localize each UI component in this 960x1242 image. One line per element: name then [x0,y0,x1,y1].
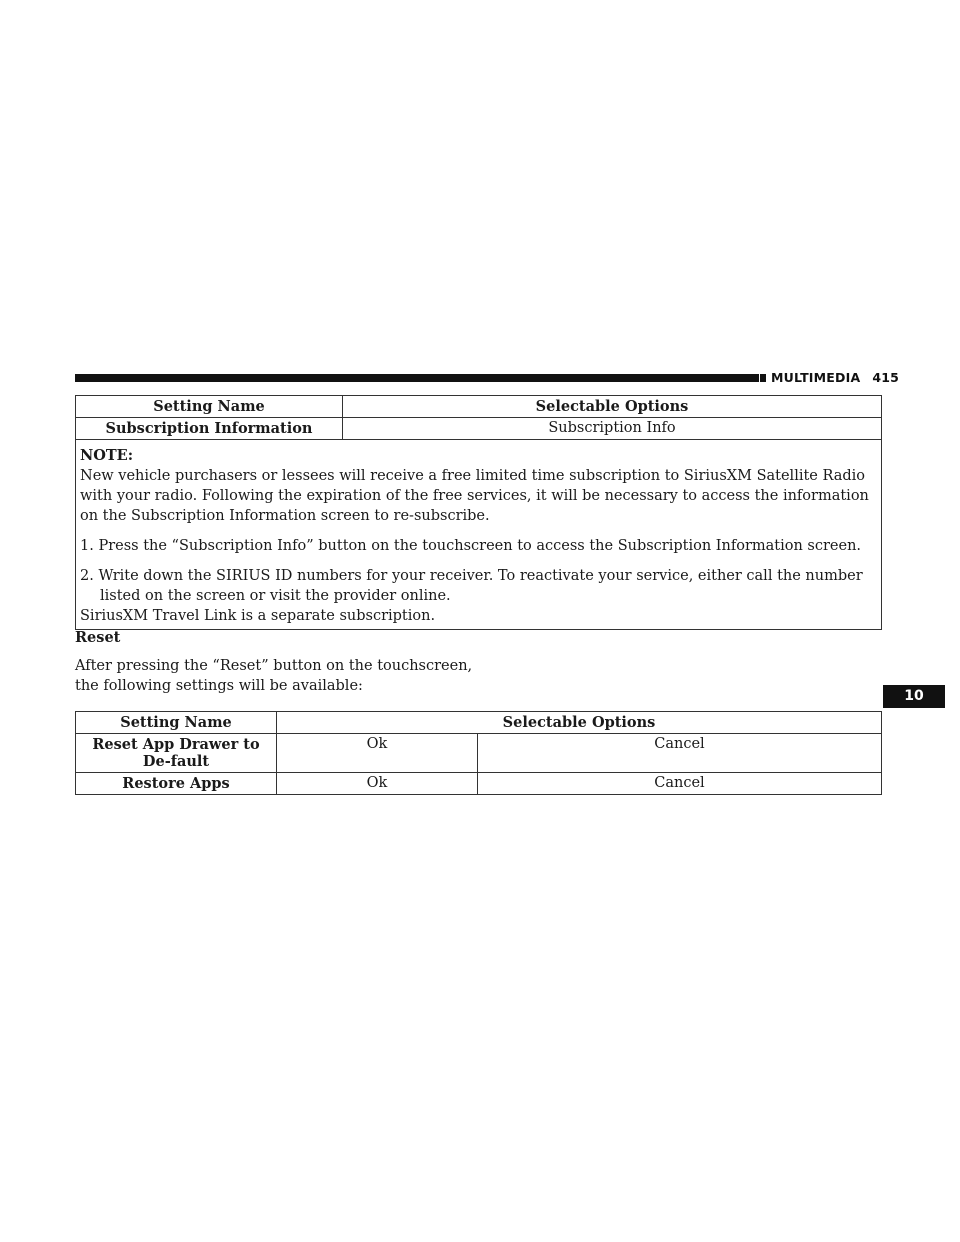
page-number: 415 [872,370,900,385]
setting-name-cell: Reset App Drawer to De-fault [76,734,277,773]
header-selectable-options: Selectable Options [343,396,882,418]
note-footer: SiriusXM Travel Link is a separate subscription. [80,608,436,624]
option-cell: Cancel [478,773,882,795]
chapter-tab: 10 [883,685,945,708]
option-cell: Cancel [478,734,882,773]
table-header-row [76,712,882,734]
header-rule-marker [760,374,766,382]
note-cell [76,440,882,630]
note-row [76,440,882,630]
section-title: MULTIMEDIA [771,370,861,385]
table-header-row [76,396,882,418]
note-text: New vehicle purchasers or lessees will receive a free limited time subscription to SiriusXM Satellite Radio with your radio. Following the expiration of the free services, it will be necessary to access the information on the Subscription Information screen to re-subscribe. [80,468,869,524]
setting-name-cell: Restore Apps [76,773,277,795]
setting-name-cell: Subscription Information [76,418,343,440]
note-label: NOTE: [80,447,134,464]
option-cell: Ok [277,734,478,773]
reset-settings-table [75,711,882,795]
table-row [76,734,882,773]
reset-intro-paragraph: After pressing the “Reset” button on the touchscreen, the following settings will be available: [75,658,473,694]
note-step-2: 2. Write down the SIRIUS ID numbers for your receiver. To reactivate your service, either call the number listed on the screen or visit the provider online. [80,568,863,604]
header-rule [75,374,759,382]
header-selectable-options: Selectable Options [277,712,882,734]
option-cell: Ok [277,773,478,795]
subscription-settings-table [75,395,882,630]
running-header [771,370,899,385]
table-row [76,418,882,440]
table-row [76,773,882,795]
option-cell: Subscription Info [343,418,882,440]
note-step-1: 1. Press the “Subscription Info” button on the touchscreen to access the Subscription Information screen. [80,538,862,554]
header-setting-name: Setting Name [76,396,343,418]
reset-heading: Reset [75,629,121,646]
header-setting-name: Setting Name [76,712,277,734]
